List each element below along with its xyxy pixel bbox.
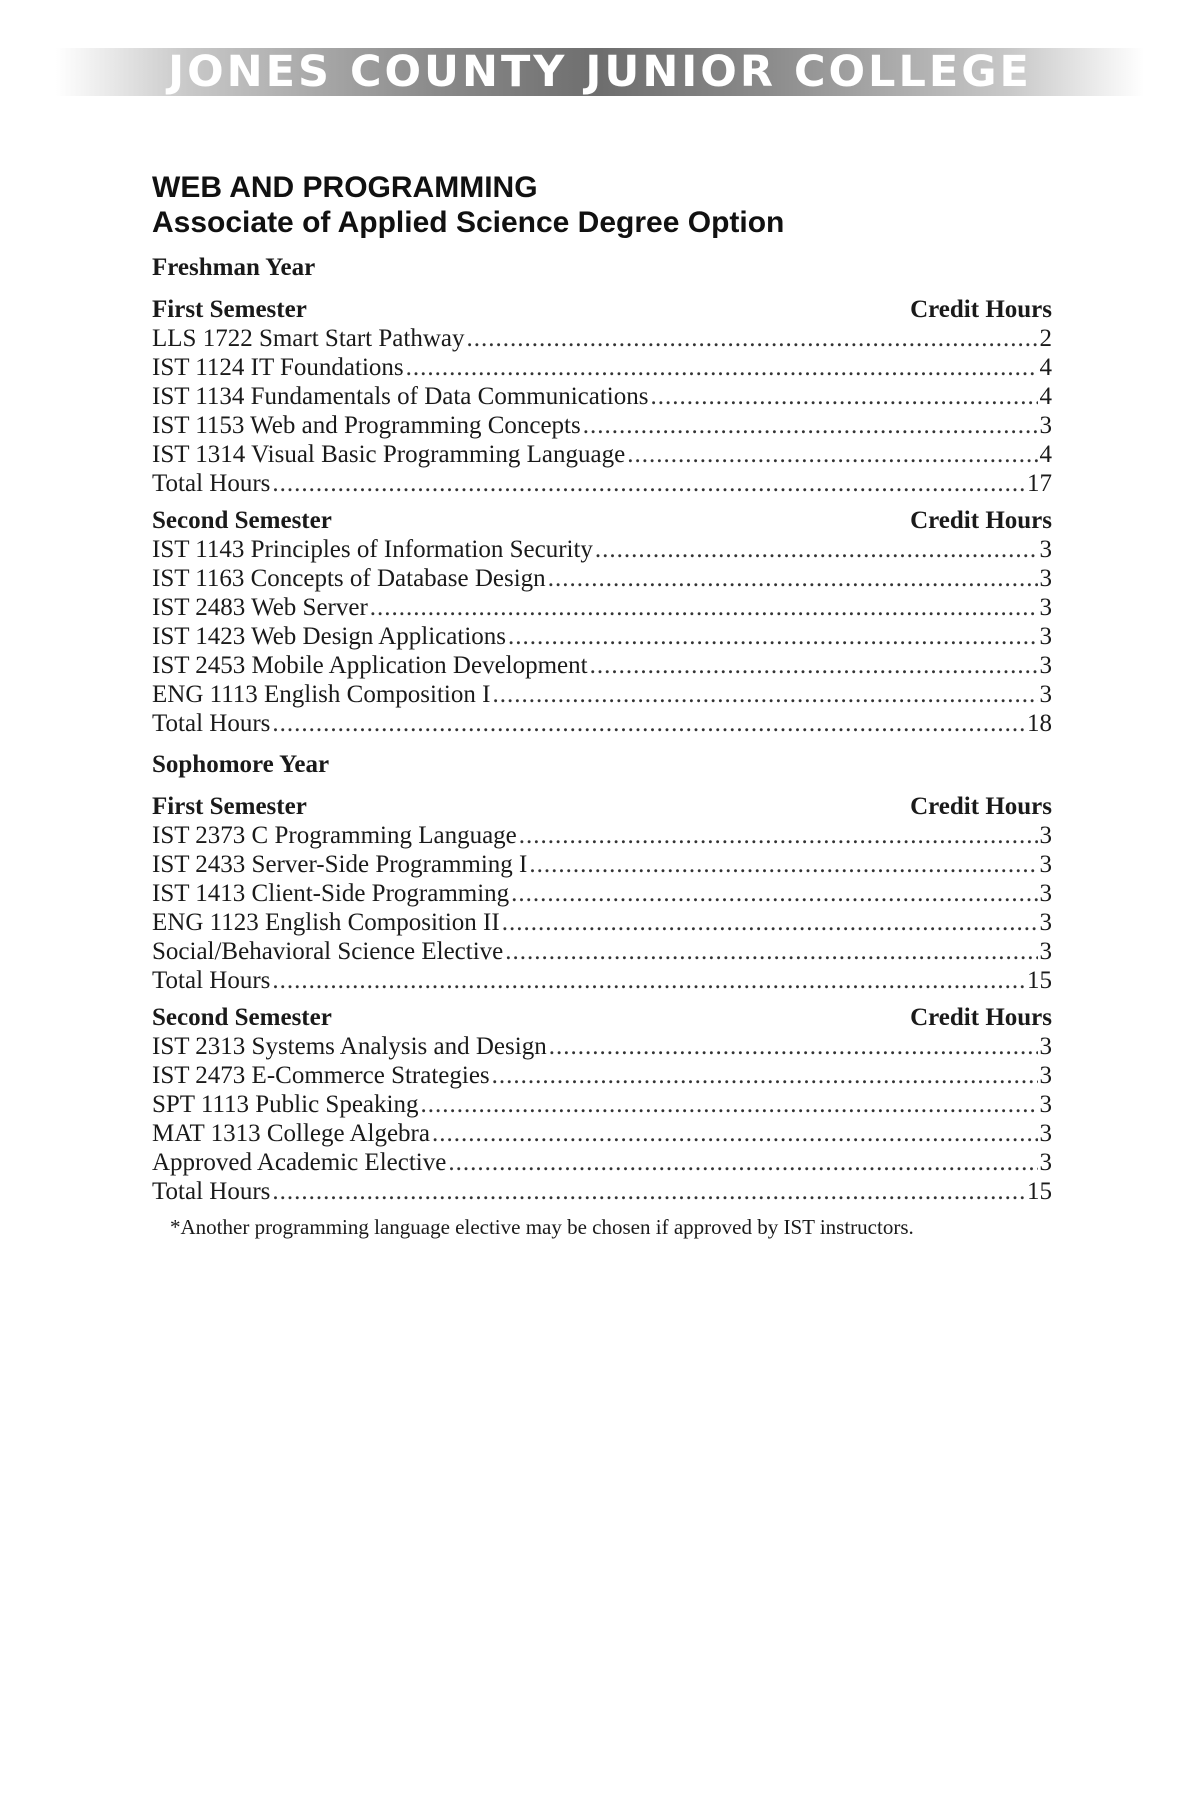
course-row (152, 593, 1052, 622)
dot-leader (466, 324, 1037, 353)
course-hours: 4 (1039, 383, 1052, 410)
footnote: *Another programming language elective may be chosen if approved by IST instructors. (170, 1215, 914, 1239)
semester-label: Second Semester (152, 1004, 332, 1031)
year-heading-freshman: Freshman Year (152, 254, 316, 281)
dot-leader (529, 850, 1037, 879)
course-row (152, 651, 1052, 680)
semester-sophomore-second (152, 1003, 1052, 1206)
course-name: IST 2433 Server-Side Programming I (152, 851, 528, 878)
total-label: Total Hours (152, 470, 271, 497)
course-row (152, 411, 1052, 440)
course-hours: 3 (1039, 1033, 1052, 1060)
semester-freshman-first (152, 295, 1052, 498)
course-name: IST 1153 Web and Programming Concepts (152, 412, 581, 439)
credit-hours-label: Credit Hours (910, 507, 1052, 534)
course-name: IST 2483 Web Server (152, 594, 368, 621)
course-row (152, 622, 1052, 651)
course-hours: 3 (1039, 938, 1052, 965)
course-hours: 3 (1039, 623, 1052, 650)
course-name: IST 1124 IT Foundations (152, 354, 404, 381)
course-hours: 3 (1039, 536, 1052, 563)
total-row (152, 966, 1052, 995)
semester-label: First Semester (152, 793, 307, 820)
dot-leader (370, 593, 1038, 622)
college-name: JONES COUNTY JUNIOR COLLEGE (168, 47, 1032, 97)
dot-leader (420, 1090, 1037, 1119)
total-hours: 15 (1027, 967, 1052, 994)
curriculum-content (152, 170, 1052, 1240)
total-label: Total Hours (152, 1178, 271, 1205)
course-row (152, 1148, 1052, 1177)
semester-header (152, 792, 1052, 821)
credit-hours-label: Credit Hours (910, 793, 1052, 820)
course-row (152, 324, 1052, 353)
dot-leader (549, 1032, 1038, 1061)
course-name: LLS 1722 Smart Start Pathway (152, 325, 465, 352)
course-hours: 3 (1039, 652, 1052, 679)
course-hours: 3 (1039, 1091, 1052, 1118)
course-hours: 3 (1039, 681, 1052, 708)
course-hours: 3 (1039, 412, 1052, 439)
total-hours: 15 (1027, 1178, 1052, 1205)
total-hours: 17 (1027, 470, 1052, 497)
course-hours: 3 (1039, 594, 1052, 621)
course-row (152, 850, 1052, 879)
course-row (152, 440, 1052, 469)
course-row (152, 382, 1052, 411)
course-name: MAT 1313 College Algebra (152, 1120, 430, 1147)
course-row (152, 908, 1052, 937)
course-hours: 4 (1039, 441, 1052, 468)
degree-title: Associate of Applied Science Degree Option (152, 206, 785, 239)
dot-leader (432, 1119, 1038, 1148)
dot-leader (272, 709, 1025, 738)
dot-leader (511, 879, 1037, 908)
course-row (152, 1090, 1052, 1119)
course-hours: 2 (1039, 325, 1052, 352)
semester-sophomore-first (152, 792, 1052, 995)
course-row (152, 353, 1052, 382)
semester-header (152, 1003, 1052, 1032)
dot-leader (406, 353, 1038, 382)
course-name: IST 2373 C Programming Language (152, 822, 517, 849)
dot-leader (505, 937, 1037, 966)
dot-leader (650, 382, 1037, 411)
course-name: Approved Academic Elective (152, 1149, 447, 1176)
course-row (152, 680, 1052, 709)
course-name: IST 1143 Principles of Information Security (152, 536, 593, 563)
course-name: IST 2453 Mobile Application Development (152, 652, 588, 679)
dot-leader (502, 908, 1038, 937)
course-name: IST 1314 Visual Basic Programming Language (152, 441, 626, 468)
course-hours: 3 (1039, 1120, 1052, 1147)
course-row (152, 821, 1052, 850)
dot-leader (583, 411, 1038, 440)
semester-label: Second Semester (152, 507, 332, 534)
course-row (152, 1061, 1052, 1090)
total-row (152, 469, 1052, 498)
total-row (152, 709, 1052, 738)
course-hours: 3 (1039, 565, 1052, 592)
course-name: IST 1134 Fundamentals of Data Communications (152, 383, 649, 410)
course-name: ENG 1113 English Composition I (152, 681, 491, 708)
dot-leader (627, 440, 1037, 469)
year-heading-sophomore: Sophomore Year (152, 751, 330, 778)
dot-leader (272, 966, 1025, 995)
dot-leader (448, 1148, 1037, 1177)
course-name: IST 1423 Web Design Applications (152, 623, 506, 650)
course-hours: 3 (1039, 822, 1052, 849)
course-row (152, 1119, 1052, 1148)
course-name: Social/Behavioral Science Elective (152, 938, 504, 965)
course-hours: 3 (1039, 1149, 1052, 1176)
semester-freshman-second (152, 506, 1052, 738)
course-row (152, 564, 1052, 593)
course-hours: 3 (1039, 1062, 1052, 1089)
course-hours: 3 (1039, 851, 1052, 878)
program-title: WEB AND PROGRAMMING (152, 171, 538, 204)
course-row (152, 879, 1052, 908)
dot-leader (508, 622, 1038, 651)
semester-label: First Semester (152, 296, 307, 323)
semester-header (152, 506, 1052, 535)
course-name: SPT 1113 Public Speaking (152, 1091, 419, 1118)
credit-hours-label: Credit Hours (910, 1004, 1052, 1031)
total-hours: 18 (1027, 710, 1052, 737)
course-hours: 4 (1039, 354, 1052, 381)
dot-leader (595, 535, 1038, 564)
dot-leader (272, 469, 1025, 498)
course-row (152, 937, 1052, 966)
credit-hours-label: Credit Hours (910, 296, 1052, 323)
dot-leader (519, 821, 1038, 850)
course-name: IST 1413 Client-Side Programming (152, 880, 510, 907)
course-row (152, 535, 1052, 564)
course-hours: 3 (1039, 880, 1052, 907)
course-name: IST 2473 E-Commerce Strategies (152, 1062, 490, 1089)
dot-leader (548, 564, 1038, 593)
college-banner (56, 48, 1144, 96)
course-row (152, 1032, 1052, 1061)
dot-leader (590, 651, 1038, 680)
total-row (152, 1177, 1052, 1206)
semester-header (152, 295, 1052, 324)
course-hours: 3 (1039, 909, 1052, 936)
total-label: Total Hours (152, 710, 271, 737)
dot-leader (492, 680, 1037, 709)
dot-leader (492, 1061, 1038, 1090)
total-label: Total Hours (152, 967, 271, 994)
course-name: IST 1163 Concepts of Database Design (152, 565, 546, 592)
dot-leader (272, 1177, 1025, 1206)
course-name: IST 2313 Systems Analysis and Design (152, 1033, 547, 1060)
course-name: ENG 1123 English Composition II (152, 909, 500, 936)
